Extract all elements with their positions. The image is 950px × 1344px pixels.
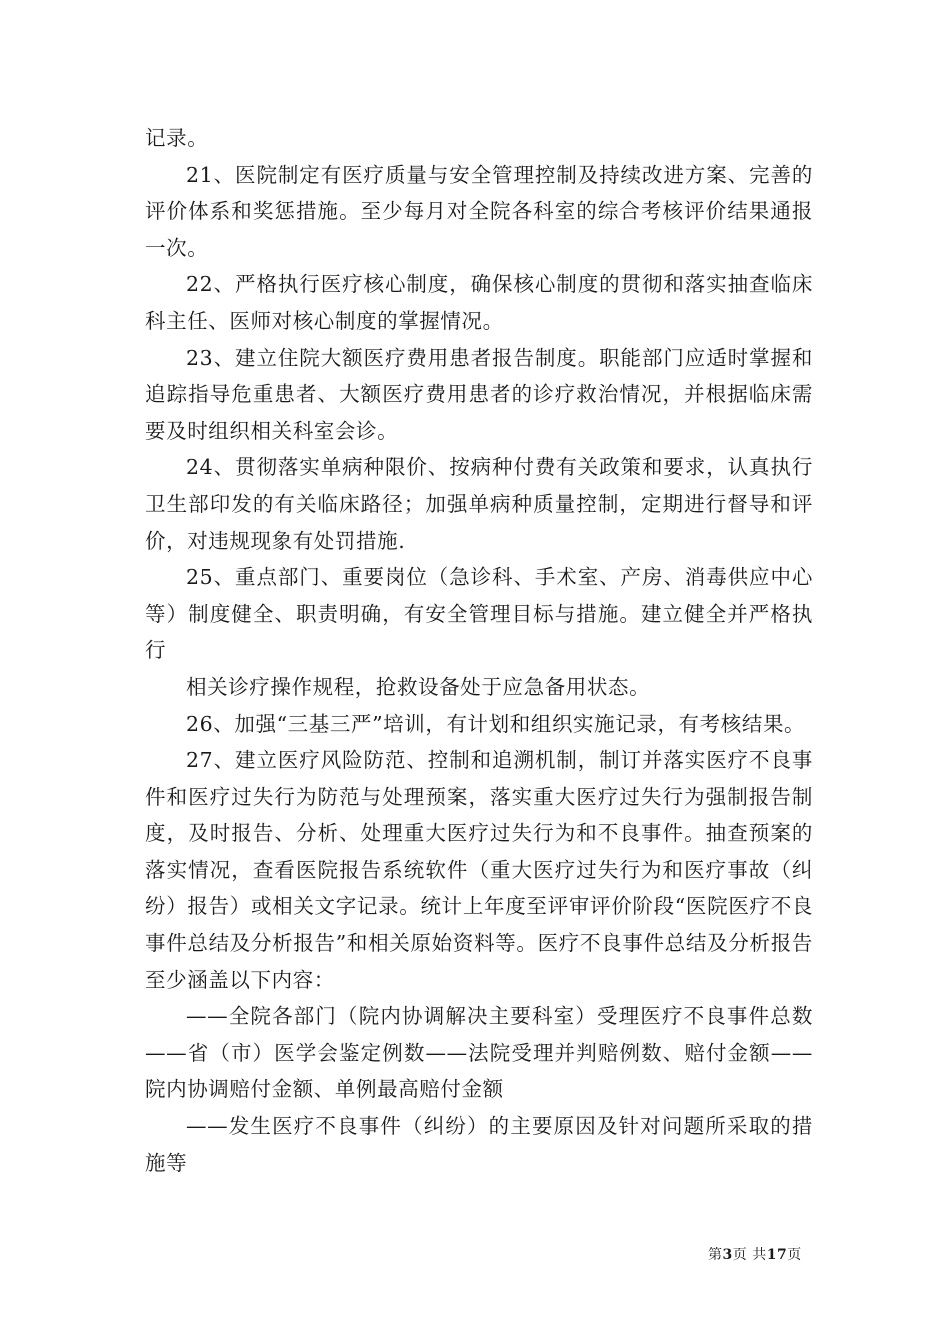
footer-prefix: 第 xyxy=(708,1247,723,1263)
footer-suffix: 页 xyxy=(787,1247,802,1263)
paragraph-report-contents-2: ——发生医疗不良事件（纠纷）的主要原因及针对问题所采取的措施等 xyxy=(145,1114,813,1175)
footer-middle: 页 共 xyxy=(732,1247,767,1263)
document-body xyxy=(145,120,813,1181)
paragraph-item-26: 26、加强“三基三严”培训，有计划和组织实施记录，有考核结果。 xyxy=(186,711,806,736)
paragraph-item-25-continued: 相关诊疗操作规程，抢救设备处于应急备用状态。 xyxy=(186,674,651,699)
paragraph-report-contents-1: ——全院各部门（院内协调解决主要科室）受理医疗不良事件总数——省（市）医学会鉴定例数——法院受理并判赔例数、赔付金额——院内协调赔付金额、单例最高赔付金额 xyxy=(145,1004,813,1102)
paragraph-item-27: 27、建立医疗风险防范、控制和追溯机制，制订并落实医疗不良事件和医疗过失行为防范与处理预案，落实重大医疗过失行为强制报告制度，及时报告、分析、处理重大医疗过失行为和不良事件。抽查预案的落实情况，查看医院报告系统软件（重大医疗过失行为和医疗事故（纠纷）报告）或相关文字记录。统计上年度至评审评价阶段“医院医疗不良事件总结及分析报告”和相关原始资料等。医疗不良事件总结及分析报告至少涵盖以下内容： xyxy=(145,748,813,992)
paragraph-record-end: 记录。 xyxy=(145,126,209,150)
paragraph-item-25: 25、重点部门、重要岗位（急诊科、手术室、产房、消毒供应中心等）制度健全、职责明确，有安全管理目标与措施。建立健全并严格执行 xyxy=(145,565,813,663)
footer-total-pages: 17 xyxy=(766,1247,788,1263)
page-footer xyxy=(708,1244,802,1264)
footer-current-page: 3 xyxy=(722,1247,733,1263)
paragraph-item-22: 22、严格执行医疗核心制度，确保核心制度的贯彻和落实抽查临床科主任、医师对核心制度的掌握情况。 xyxy=(145,272,813,333)
paragraph-item-24: 24、贯彻落实单病种限价、按病种付费有关政策和要求，认真执行卫生部印发的有关临床路径；加强单病种质量控制，定期进行督导和评价，对违规现象有处罚措施. xyxy=(145,455,813,553)
paragraph-item-23: 23、建立住院大额医疗费用患者报告制度。职能部门应适时掌握和追踪指导危重患者、大额医疗费用患者的诊疗救治情况，并根据临床需要及时组织相关科室会诊。 xyxy=(145,345,813,443)
paragraph-item-21: 21、医院制定有医疗质量与安全管理控制及持续改进方案、完善的评价体系和奖惩措施。至少每月对全院各科室的综合考核评价结果通报一次。 xyxy=(145,162,813,260)
